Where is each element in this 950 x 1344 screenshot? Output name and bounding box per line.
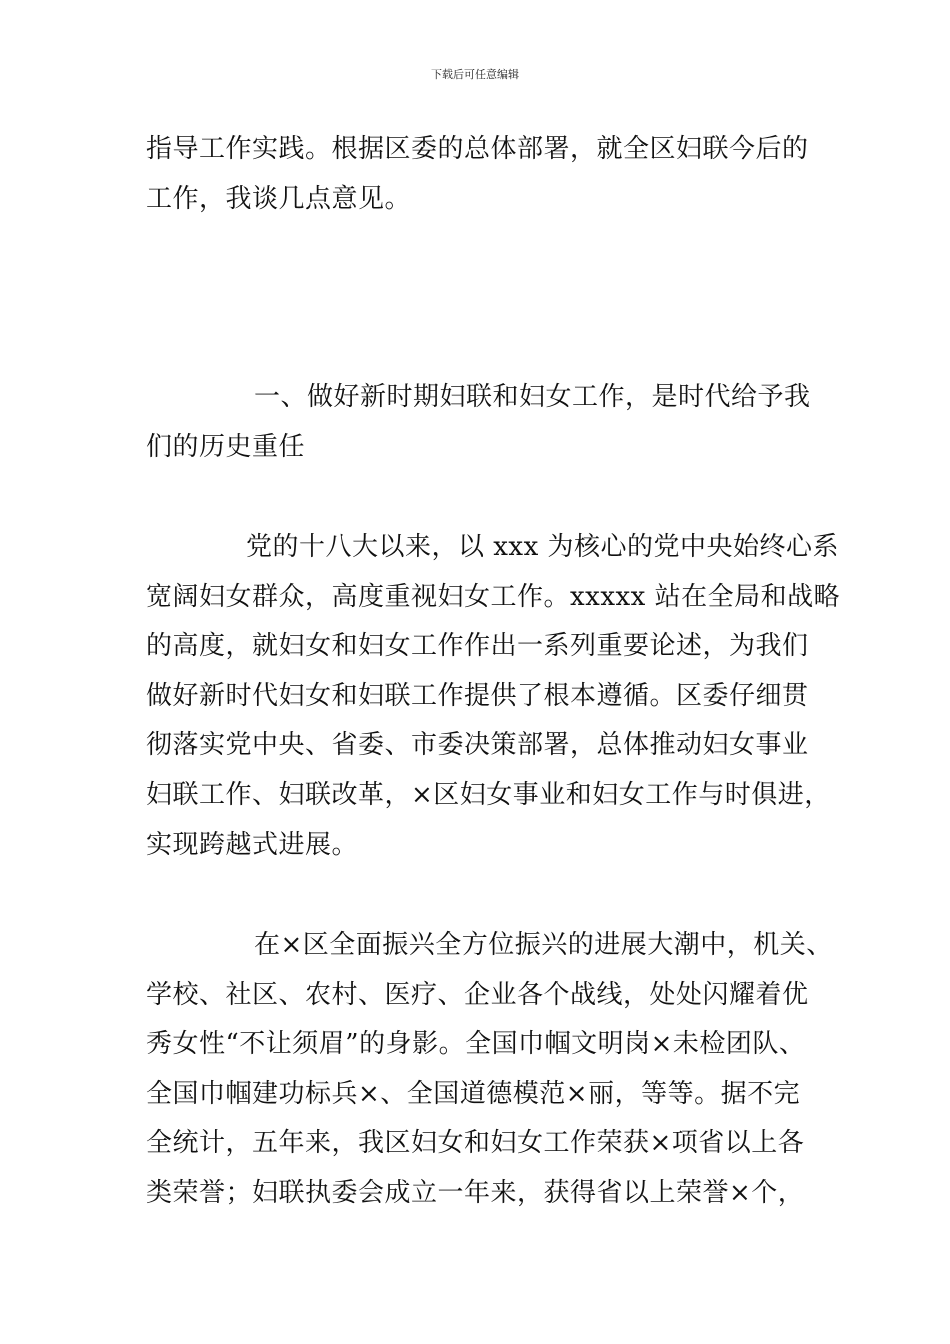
text-line: 全国巾帼建功标兵×、全国道德模范×丽，等等。据不完 [146,1079,801,1109]
text-line: 的高度，就妇女和妇女工作作出一系列重要论述，为我们 [146,631,809,661]
text-line: 全统计，五年来，我区妇女和妇女工作荣获×项省以上各 [146,1128,805,1158]
heading-line: 一、做好新时期妇联和妇女工作，是时代给予我 [254,382,811,412]
page-header-note: 下载后可任意编辑 [431,68,519,81]
text-line: 宽阔妇女群众，高度重视妇女工作。xxxxx 站在全局和战略 [146,582,841,612]
text-line: 做好新时代妇女和妇联工作提供了根本遵循。区委仔细贯 [146,681,809,711]
text-line: 党的十八大以来，以 xxx 为核心的党中央始终心系 [246,532,840,562]
text-line: 在×区全面振兴全方位振兴的进展大潮中，机关、 [254,930,833,960]
text-line: 工作，我谈几点意见。 [146,184,412,214]
text-line: 彻落实党中央、省委、市委决策部署，总体推动妇女事业 [146,730,809,760]
text-line: 学校、社区、农村、医疗、企业各个战线，处处闪耀着优 [146,980,809,1010]
text-line: 秀女性“不让须眉”的身影。全国巾帼文明岗×未检团队、 [146,1029,806,1059]
text-line: 指导工作实践。根据区委的总体部署，就全区妇联今后的 [146,134,809,164]
text-line: 类荣誉；妇联执委会成立一年来，获得省以上荣誉×个， [146,1178,805,1208]
text-line: 妇联工作、妇联改革，×区妇女事业和妇女工作与时俱进， [146,780,831,810]
heading-line: 们的历史重任 [146,432,306,462]
text-line: 实现跨越式进展。 [146,830,359,860]
